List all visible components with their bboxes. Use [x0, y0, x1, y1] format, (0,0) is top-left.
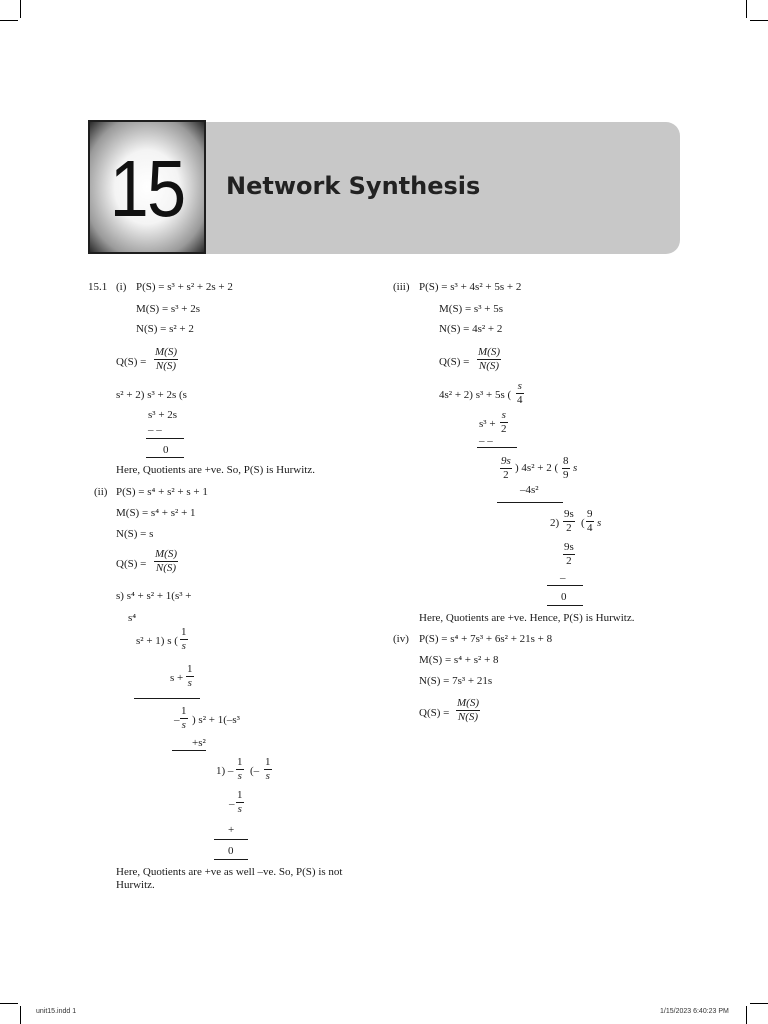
crop-mark [0, 1003, 18, 1004]
rule [547, 585, 583, 586]
crop-mark [746, 1006, 747, 1024]
fraction: $\frac{9s}{2}$ [564, 541, 574, 567]
conclusion: Here, Quotients are +ve as well –ve. So, P(S) is not [116, 866, 343, 878]
equation-p: P(S) = s⁴ + s² + s + 1 [116, 486, 208, 498]
fraction: $\frac{1}{s}$ [187, 663, 193, 689]
fraction: $\frac{9}{4}$ [587, 508, 593, 534]
part-label: (i) [116, 281, 127, 293]
division-line: + [228, 824, 235, 836]
fraction: $\frac{M(S)}{N(S)}$ [457, 697, 479, 723]
equation-p: P(S) = s³ + 4s² + 5s + 2 [419, 281, 522, 293]
division-line: – – [148, 424, 162, 436]
crop-mark [20, 1006, 21, 1024]
equation-m: M(S) = s³ + 5s [439, 303, 503, 315]
fraction: $\frac{9s}{2}$ [501, 455, 511, 481]
division-line: s³ + 2s [148, 409, 178, 421]
timestamp: 1/15/2023 6:40:23 PM [660, 1008, 729, 1015]
division-line: – [174, 714, 180, 726]
division-line: s) s⁴ + s² + 1(s³ + [116, 590, 192, 602]
part-label: (iii) [393, 281, 410, 293]
question-label: 15.1 [88, 281, 108, 293]
division-line: s [573, 462, 578, 474]
rule [146, 438, 184, 439]
fraction: $\frac{9s}{2}$ [564, 508, 574, 534]
fraction: $\frac{8}{9}$ [563, 455, 569, 481]
division-line: – [560, 572, 566, 584]
fraction: $\frac{1}{s}$ [181, 705, 187, 731]
equation-p: P(S) = s⁴ + 7s³ + 6s² + 21s + 8 [419, 633, 553, 645]
division-line: s⁴ [128, 612, 137, 624]
fraction: $\frac{s}{4}$ [517, 380, 523, 406]
part-label: (ii) [94, 486, 108, 498]
conclusion: Hurwitz. [116, 879, 155, 891]
fraction: $\frac{M(S)}{N(S)}$ [478, 346, 500, 372]
fraction: $\frac{1}{s}$ [181, 626, 187, 652]
equation-m: M(S) = s⁴ + s² + 8 [419, 654, 499, 666]
rule [497, 502, 563, 503]
rule [214, 859, 248, 860]
rule [134, 698, 200, 699]
equation-p: P(S) = s³ + s² + 2s + 2 [136, 281, 233, 293]
chapter-number-box [88, 120, 206, 254]
division-line: s + [170, 672, 184, 684]
crop-mark [20, 0, 21, 18]
crop-mark [0, 20, 18, 21]
division-line: s² + 2) s³ + 2s (s [116, 389, 187, 401]
equation-q: Q(S) = [439, 356, 470, 368]
rule [477, 447, 517, 448]
equation-m: M(S) = s³ + 2s [136, 303, 200, 315]
fraction: $\frac{1}{s}$ [237, 756, 243, 782]
division-line: +s² [192, 737, 206, 749]
rule [547, 605, 583, 606]
division-line: s [597, 517, 602, 529]
division-line: 0 [228, 845, 234, 857]
chapter-title: Network Synthesis [226, 172, 481, 200]
equation-q: Q(S) = [419, 707, 450, 719]
division-line: – [229, 798, 235, 810]
division-line: 4s² + 2) s³ + 5s ( [439, 389, 512, 401]
fraction: $\frac{1}{s}$ [237, 789, 243, 815]
crop-mark [750, 20, 768, 21]
part-label: (iv) [393, 633, 409, 645]
division-line: –4s² [520, 484, 539, 496]
division-line: – – [479, 435, 493, 447]
fraction: $\frac{M(S)}{N(S)}$ [155, 346, 177, 372]
division-line: ) 4s² + 2 ( [515, 462, 559, 474]
equation-m: M(S) = s⁴ + s² + 1 [116, 507, 196, 519]
rule [146, 457, 184, 458]
conclusion: Here, Quotients are +ve. So, P(S) is Hurwitz. [116, 464, 315, 476]
equation-n: N(S) = s [116, 528, 154, 540]
equation-q: Q(S) = [116, 558, 147, 570]
fraction: $\frac{1}{s}$ [265, 756, 271, 782]
division-line: 1) – [216, 765, 234, 777]
equation-n: N(S) = 7s³ + 21s [419, 675, 493, 687]
equation-n: N(S) = s² + 2 [136, 323, 194, 335]
chapter-number: 15 [109, 144, 185, 233]
equation-q: Q(S) = [116, 356, 147, 368]
crop-mark [750, 1003, 768, 1004]
division-line: 2) [550, 517, 560, 529]
division-line: s³ + [479, 418, 496, 430]
division-line: s² + 1) s ( [136, 635, 178, 647]
crop-mark [746, 0, 747, 18]
conclusion: Here, Quotients are +ve. Hence, P(S) is Hurwitz. [419, 612, 635, 624]
equation-n: N(S) = 4s² + 2 [439, 323, 503, 335]
division-line: ) s² + 1(–s³ [192, 714, 240, 726]
division-line: (– [250, 765, 260, 777]
rule [172, 750, 206, 751]
division-line: 0 [561, 591, 567, 603]
division-line: 0 [163, 444, 169, 456]
rule [214, 839, 248, 840]
fraction: $\frac{M(S)}{N(S)}$ [155, 548, 177, 574]
division-line: ( [581, 517, 585, 529]
file-name: unit15.indd 1 [36, 1008, 77, 1015]
fraction: $\frac{s}{2}$ [501, 409, 507, 435]
